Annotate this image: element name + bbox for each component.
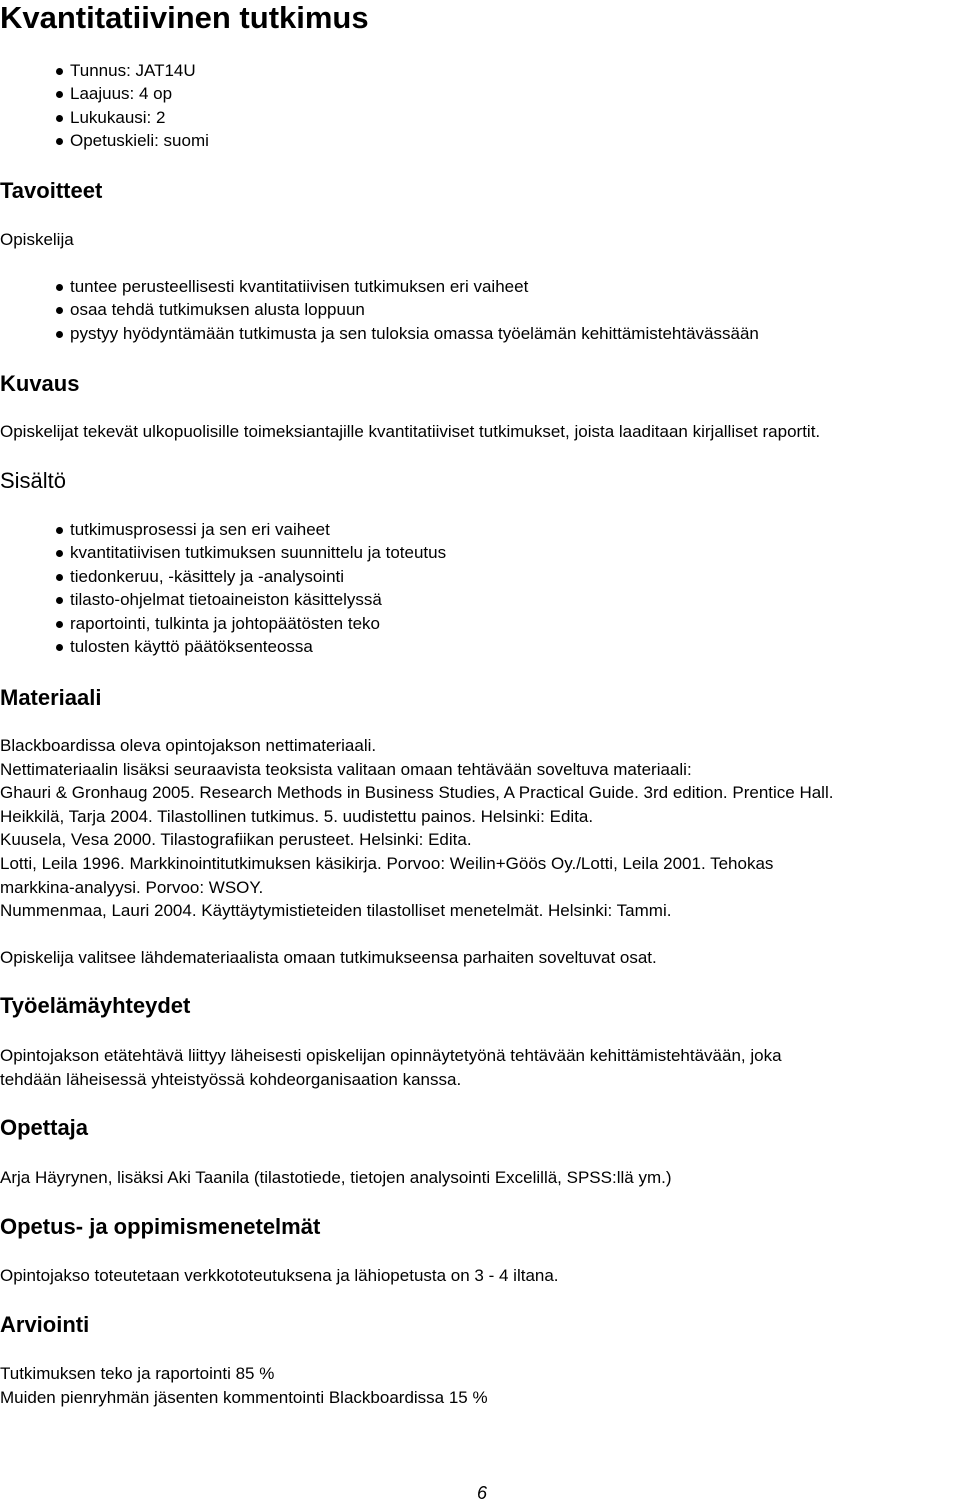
kuvaus-text-block — [0, 420, 960, 444]
course-info-list — [0, 59, 209, 153]
opetusmenetelmat-text-block — [0, 1264, 960, 1288]
materiaali-line: Nettimateriaalin lisäksi seuraavista teoksista valitaan omaan tehtävään soveltuva materiaali: — [0, 759, 692, 779]
section-heading-sisalto: Sisältö — [0, 468, 67, 493]
section-heading-opettaja: Opettaja — [0, 1115, 89, 1140]
materiaali-line: markkina-analyysi. Porvoo: WSOY. — [0, 877, 264, 897]
list-item: raportointi, tulkinta ja johtopäätösten teko — [0, 612, 446, 635]
tavoitteet-list — [0, 275, 759, 345]
list-item: kvantitatiivisen tutkimuksen suunnittelu ja toteutus — [0, 541, 446, 564]
kuvaus-text: Opiskelijat tekevät ulkopuolisille toimeksiantajille kvantitatiiviset tutkimukset, joista laaditaan kirjalliset raportit. — [0, 422, 821, 441]
opetusmenetelmat-text: Opintojakso toteutetaan verkkototeutuksena ja lähiopetusta on 3 - 4 iltana. — [0, 1266, 559, 1285]
section-heading-opetusmenetelmat: Opetus- ja oppimismenetelmät — [0, 1214, 321, 1239]
sisalto-list — [0, 518, 446, 658]
materiaali-note-block — [0, 946, 960, 970]
list-item: tuntee perusteellisesti kvantitatiivisen tutkimuksen eri vaiheet — [0, 275, 759, 298]
list-item: Laajuus: 4 op — [0, 82, 209, 105]
list-item: tilasto-ohjelmat tietoaineiston käsittelyssä — [0, 588, 446, 611]
materiaali-line: Kuusela, Vesa 2000. Tilastografiikan perusteet. Helsinki: Edita. — [0, 830, 472, 850]
tavoitteet-intro — [0, 228, 960, 252]
materiaali-line: Nummenmaa, Lauri 2004. Käyttäytymistieteiden tilastolliset menetelmät. Helsinki: Tammi. — [0, 901, 672, 921]
section-heading-tyoelamayhteydet: Työelämäyhteydet — [0, 993, 191, 1018]
section-heading-tavoitteet: Tavoitteet — [0, 178, 103, 203]
list-item: osaa tehdä tutkimuksen alusta loppuun — [0, 298, 759, 321]
list-item: Opetuskieli: suomi — [0, 129, 209, 152]
arviointi-line: Muiden pienryhmän jäsenten kommentointi Blackboardissa 15 % — [0, 1387, 488, 1407]
arviointi-line: Tutkimuksen teko ja raportointi 85 % — [0, 1364, 275, 1383]
materiaali-line: Blackboardissa oleva opintojakson nettimateriaali. — [0, 736, 377, 755]
list-item: tiedonkeruu, -käsittely ja -analysointi — [0, 565, 446, 588]
tyoelamayhteydet-line: tehdään läheisessä yhteistyössä kohdeorganisaation kanssa. — [0, 1069, 462, 1089]
page-number: 6 — [477, 1483, 488, 1503]
arviointi-text-block — [0, 1362, 960, 1409]
intro-text: Opiskelija — [0, 230, 74, 249]
list-item: Tunnus: JAT14U — [0, 59, 209, 82]
list-item: Lukukausi: 2 — [0, 106, 209, 129]
materiaali-line: Ghauri & Gronhaug 2005. Research Methods in Business Studies, A Practical Guide. 3rd edition. Prentice Hall. — [0, 783, 834, 803]
section-heading-kuvaus: Kuvaus — [0, 371, 80, 396]
page-title: Kvantitatiivinen tutkimus — [0, 0, 369, 35]
list-item: tulosten käyttö päätöksenteossa — [0, 635, 446, 658]
section-heading-materiaali: Materiaali — [0, 685, 102, 710]
opettaja-text-block — [0, 1166, 960, 1190]
materiaali-line: Heikkilä, Tarja 2004. Tilastollinen tutkimus. 5. uudistettu painos. Helsinki: Edita. — [0, 806, 594, 826]
opettaja-text: Arja Häyrynen, lisäksi Aki Taanila (tilastotiede, tietojen analysointi Excelillä, SPSS:llä ym.) — [0, 1168, 672, 1187]
materiaali-note: Opiskelija valitsee lähdemateriaalista omaan tutkimukseensa parhaiten soveltuvat osat. — [0, 948, 657, 967]
list-item: pystyy hyödyntämään tutkimusta ja sen tuloksia omassa työelämän kehittämistehtävässään — [0, 322, 759, 345]
tyoelamayhteydet-line: Opintojakson etätehtävä liittyy läheisesti opiskelijan opinnäytetyönä tehtävään kehittämistehtävään, joka — [0, 1046, 782, 1065]
list-item: tutkimusprosessi ja sen eri vaiheet — [0, 518, 446, 541]
materiaali-text-block — [0, 734, 960, 923]
materiaali-line: Lotti, Leila 1996. Markkinointitutkimuksen käsikirja. Porvoo: Weilin+Göös Oy./Lotti, Leila 2001. Tehokas — [0, 853, 774, 873]
tyoelamayhteydet-text-block — [0, 1044, 960, 1091]
section-heading-arviointi: Arviointi — [0, 1312, 90, 1337]
